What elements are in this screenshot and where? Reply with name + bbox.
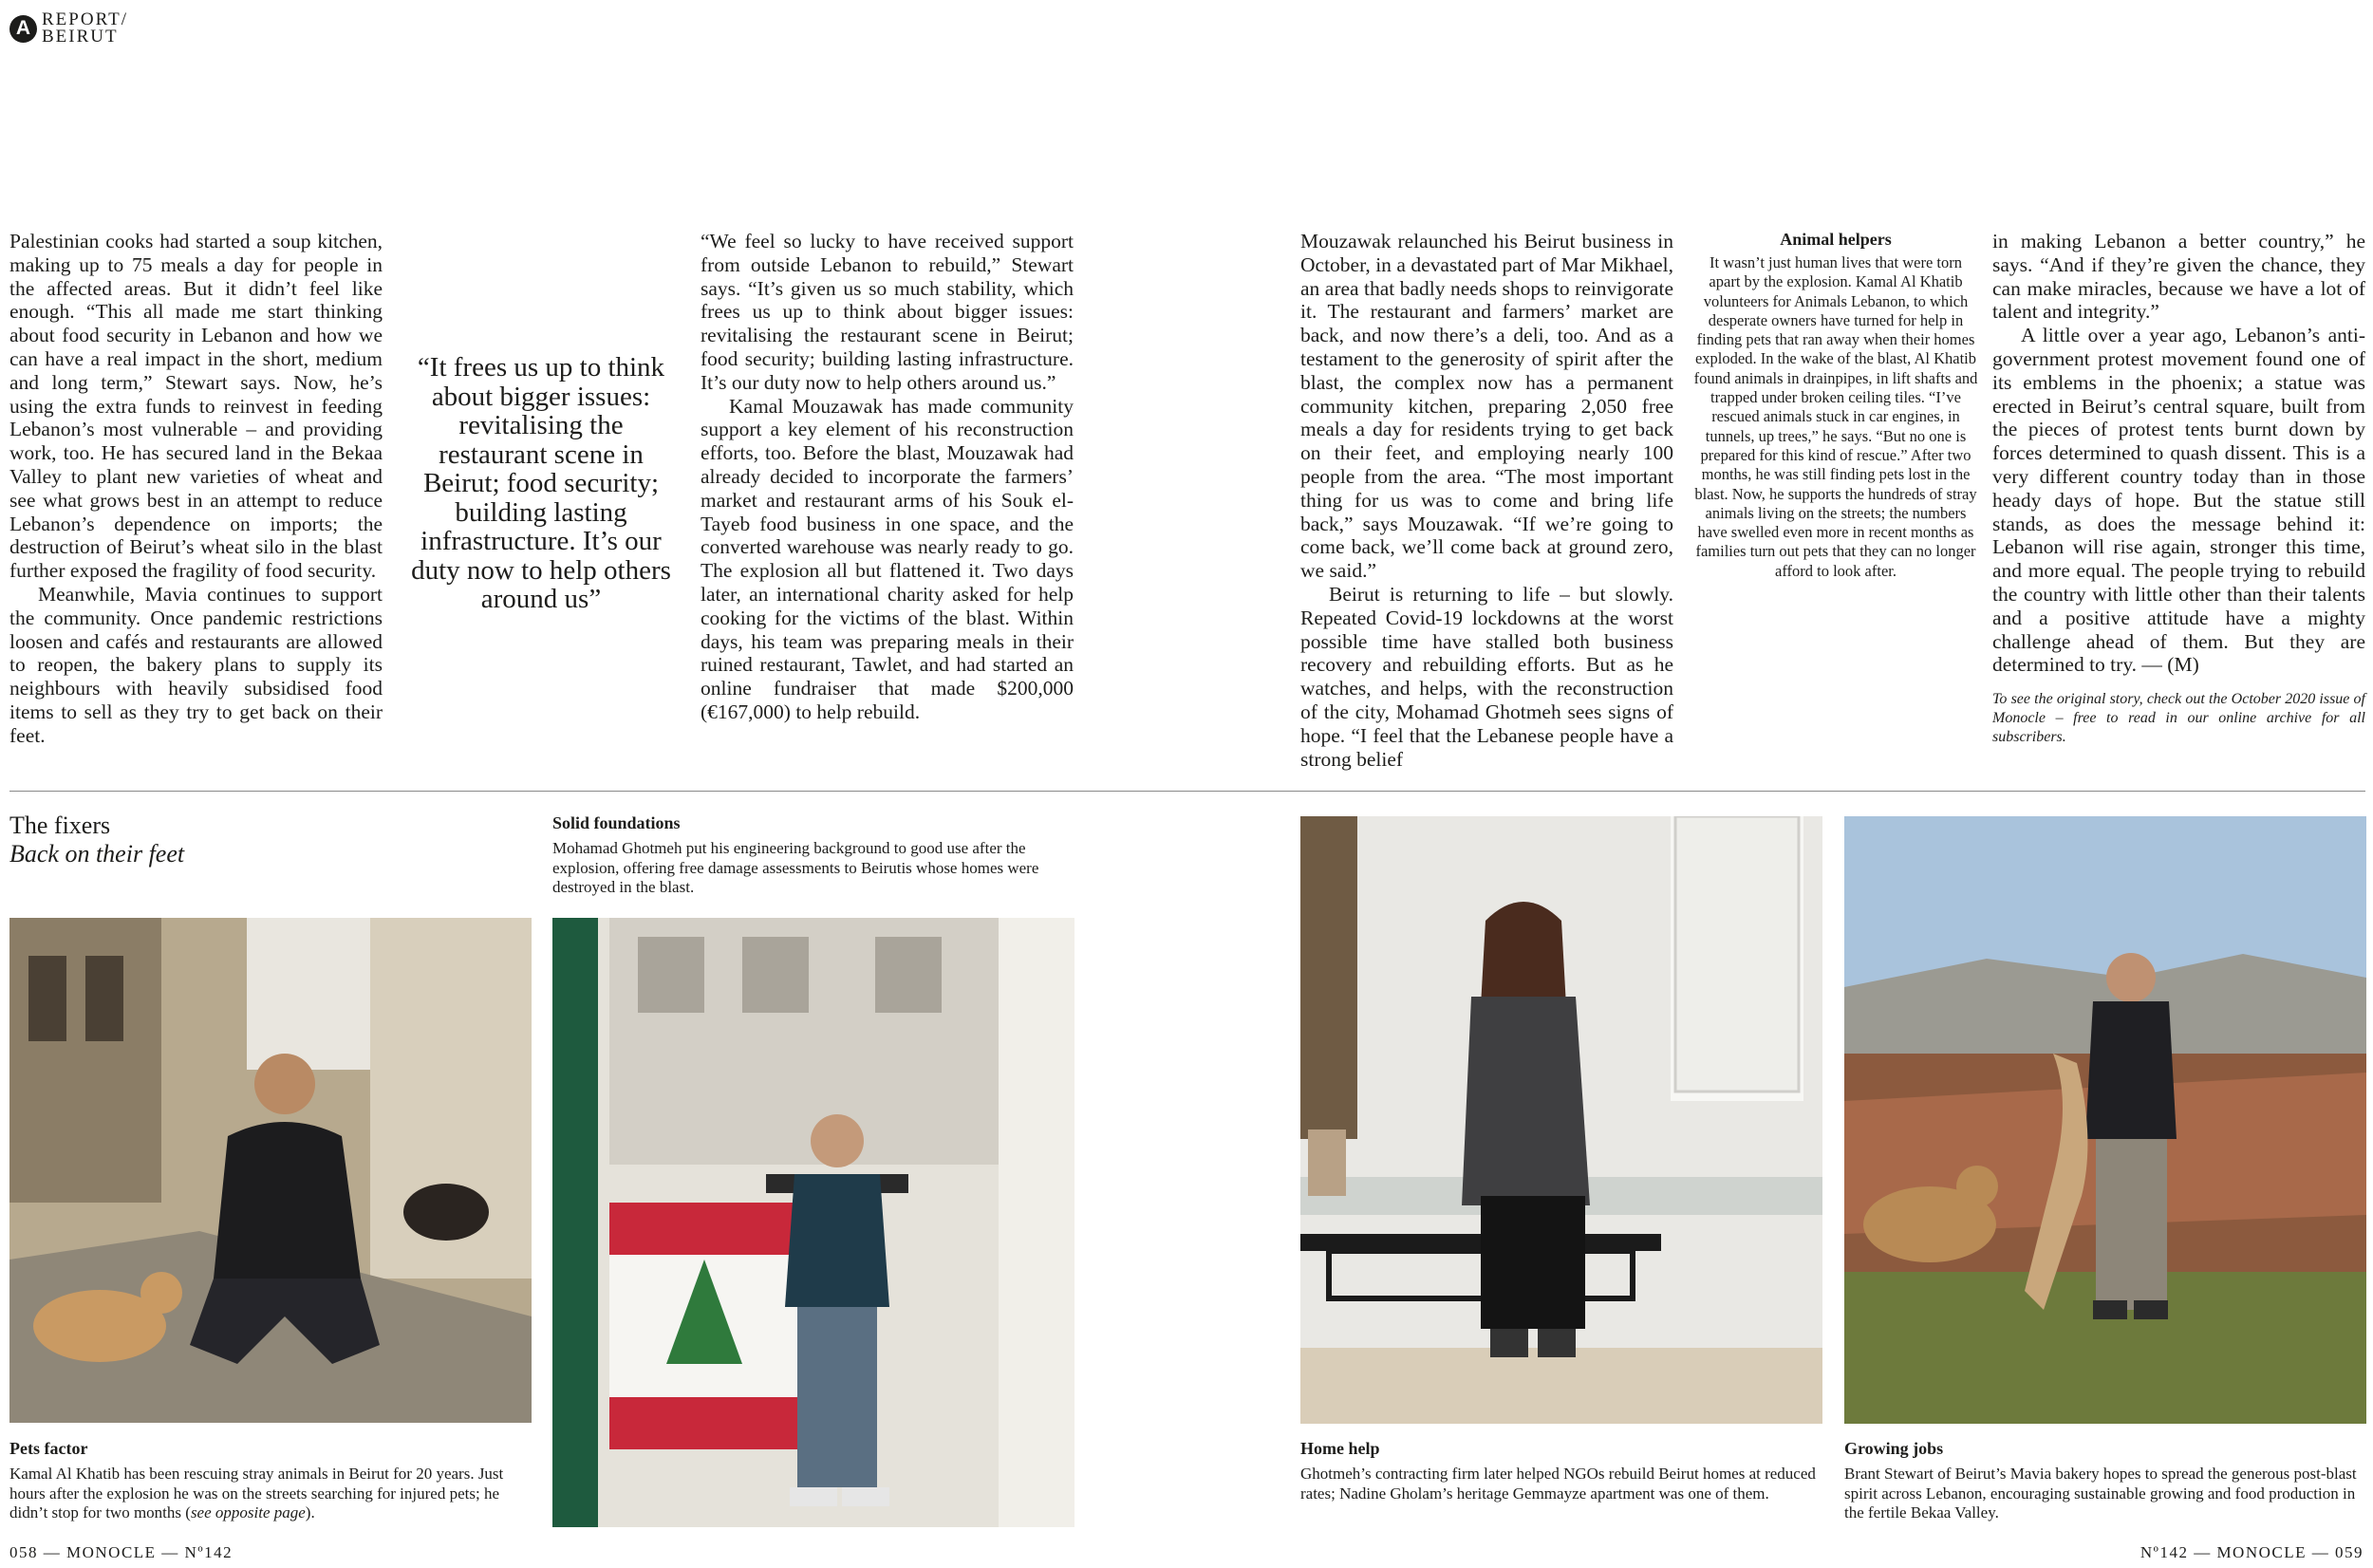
- caption-title: Solid foundations: [552, 813, 681, 832]
- paragraph: “We feel so lucky to have received support from outside Lebanon to rebuild,” Stewart says. “It’s given us so much stability, which frees us up to think about bigger issues: revitalising the restaurant scene in Beirut; food security; building lasting infrastructure. It’s our duty now to help others around us.”: [701, 230, 1074, 394]
- sidebar-text: It wasn’t just human lives that were torn apart by the explosion. Kamal Al Khatib volunteers for Animals Lebanon, to which desperate owners have turned for help in finding pets that ran away when their homes exploded. In the wake of the blast, Al Khatib found animals in drainpipes, in lift shafts and trapped under broken ceiling tiles. “I’ve rescued animals stuck in car engines, in tunnels, up trees,” he says. “But no one is prepared for this kind of rescue.” After two months, he was still finding pets lost in the blast. Now, he supports the hundreds of stray animals living on the streets; the numbers have swelled even more in recent months as families turn out pets that they can no longer afford to look after.: [1693, 253, 1978, 580]
- caption-title: Pets factor: [9, 1439, 88, 1458]
- paragraph: Palestinian cooks had started a soup kitchen, making up to 75 meals a day for people in the affected areas. But it didn’t feel like enough. “This all made me start thinking about food security in Lebanon and how we can have a real impact in the short, medium and long term,” Stewart says. Now, he’s using the extra funds to reinvest in feeding Lebanon’s most vulnerable – and providing work, too. He has secured land in the Bekaa Valley to plant new varieties of wheat and see what grows best in an attempt to reduce Lebanon’s dependence on imports; the destruction of Beirut’s wheat silo in the blast further exposed the fragility of food security.: [9, 230, 383, 583]
- section-divider: [9, 791, 2365, 792]
- caption-growing-jobs: [1844, 1438, 2366, 1523]
- photo-woman-in-apartment: [1300, 816, 1822, 1424]
- article-column-1: [9, 230, 383, 748]
- section-tag: [9, 11, 128, 46]
- article-column-3: [701, 230, 1074, 724]
- caption-text-end: ).: [305, 1503, 315, 1522]
- photo-man-with-dogs-in-field: [1844, 816, 2366, 1424]
- photo-man-on-balcony: [552, 918, 1074, 1527]
- sidebar-title: Animal helpers: [1780, 230, 1892, 249]
- paragraph: Mouzawak relaunched his Beirut business in October, in a devastated part of Mar Mikhael, an area that badly needs shops to reinvigorate it. The restaurant and farmers’ market are back, and now there’s a deli, too. And as a testament to the generosity of spirit after the blast, the complex now has a permanent community kitchen, preparing 2,050 free meals a day for residents trying to get back on their feet, and employing nearly 100 people from the area. “The most important thing for us was to come and bring life back,” says Mouzawak. “If we’re going to come back, we’ll come back at ground zero, we said.”: [1300, 230, 1673, 583]
- paragraph: Beirut is returning to life – but slowly. Repeated Covid-19 lockdowns at the worst possible time have stalled both business recovery and rebuilding efforts. But as he watches, and helps, with the reconstruction of the city, Mohamad Ghotmeh sees signs of hope. “I feel that the Lebanese people have a strong belief: [1300, 582, 1673, 771]
- caption-pets-factor: [9, 1438, 532, 1523]
- section-label-line1: REPORT/: [42, 9, 128, 29]
- article-column-6: [1992, 230, 2365, 747]
- caption-text-main: Kamal Al Khatib has been rescuing stray animals in Beirut for 20 years. Just hours after the explosion he was on the streets searching for injured pets; he didn’t stop for two months (: [9, 1465, 504, 1522]
- fixers-heading: [9, 812, 184, 868]
- caption-solid-foundations: [552, 812, 1065, 898]
- paragraph: in making Lebanon a better country,” he says. “And if they’re given the chance, they can make miracles, because we have a lot of talent and integrity.”: [1992, 230, 2365, 324]
- archive-credit: To see the original story, check out the October 2020 issue of Monocle – free to read in our online archive for all subscribers.: [1992, 691, 2365, 746]
- caption-text: Ghotmeh’s contracting firm later helped NGOs rebuild Beirut homes at reduced rates; Nadine Gholam’s heritage Gemmayze apartment was one of them.: [1300, 1465, 1816, 1503]
- section-label: [42, 11, 128, 46]
- paragraph: Kamal Mouzawak has made community support a key element of his reconstruction efforts, too. Before the blast, Mouzawak had already decided to incorporate the farmers’ market and restaurant arms of his Souk el-Tayeb food business in one space, and the converted warehouse was nearly ready to go. The explosion all but flattened it. Two days later, an international charity asked for help cooking for the victims of the blast. Within days, his team was preparing meals in their ruined restaurant, Tawlet, and had started an online fundraiser that made $200,000 (€167,000) to help rebuild.: [701, 394, 1074, 723]
- caption-title: Growing jobs: [1844, 1439, 1944, 1458]
- caption-title: Home help: [1300, 1439, 1380, 1458]
- caption-text-italic: see opposite page: [190, 1503, 306, 1522]
- sidebar-animal-helpers: [1693, 230, 1978, 581]
- article-column-4: [1300, 230, 1673, 771]
- pull-quote: “It frees us up to think about bigger issues: revitalising the restaurant scene in Beirut; food security; building lasting infrastructure. It’s our duty now to help others around us”: [411, 352, 671, 614]
- caption-text: [9, 1465, 532, 1523]
- photo-man-with-cats: [9, 918, 532, 1423]
- caption-home-help: [1300, 1438, 1822, 1503]
- section-label-line2: BEIRUT: [42, 27, 119, 47]
- fixers-subtitle: Back on their feet: [9, 840, 185, 868]
- folio-right: Nº142 — MONOCLE — 059: [2139, 1543, 2364, 1561]
- caption-text: Mohamad Ghotmeh put his engineering background to good use after the explosion, offering free damage assessments to Beirutis whose homes were destroyed in the blast.: [552, 839, 1039, 897]
- paragraph: Meanwhile, Mavia continues to support the community. Once pandemic restrictions loosen and cafés and restaurants are allowed to reopen, the bakery plans to supply its neighbours with heavily subsidised food items to sell as they try to get back on their feet.: [9, 582, 383, 747]
- fixers-title: The fixers: [9, 812, 111, 839]
- folio-left: 058 — MONOCLE — Nº142: [9, 1543, 234, 1561]
- paragraph: A little over a year ago, Lebanon’s anti-government protest movement found one of its emblems in the phoenix; a statue was erected in Beirut’s central square, built from the pieces of protest tents burnt down by forces determined to quash dissent. This is a very different country today than in those heady days of hope. But the statue still stands, as does the message behind it: Lebanon will rise again, stronger this time, and more equal. The people trying to rebuild the country with little other than their talents and a positive attitude have a mighty challenge ahead of them. But they are determined to try. — (M): [1992, 324, 2365, 677]
- section-letter-badge: A: [9, 15, 37, 43]
- caption-text: Brant Stewart of Beirut’s Mavia bakery hopes to spread the generous post-blast spirit across Lebanon, encouraging sustainable growing and food production in the fertile Bekaa Valley.: [1844, 1465, 2357, 1522]
